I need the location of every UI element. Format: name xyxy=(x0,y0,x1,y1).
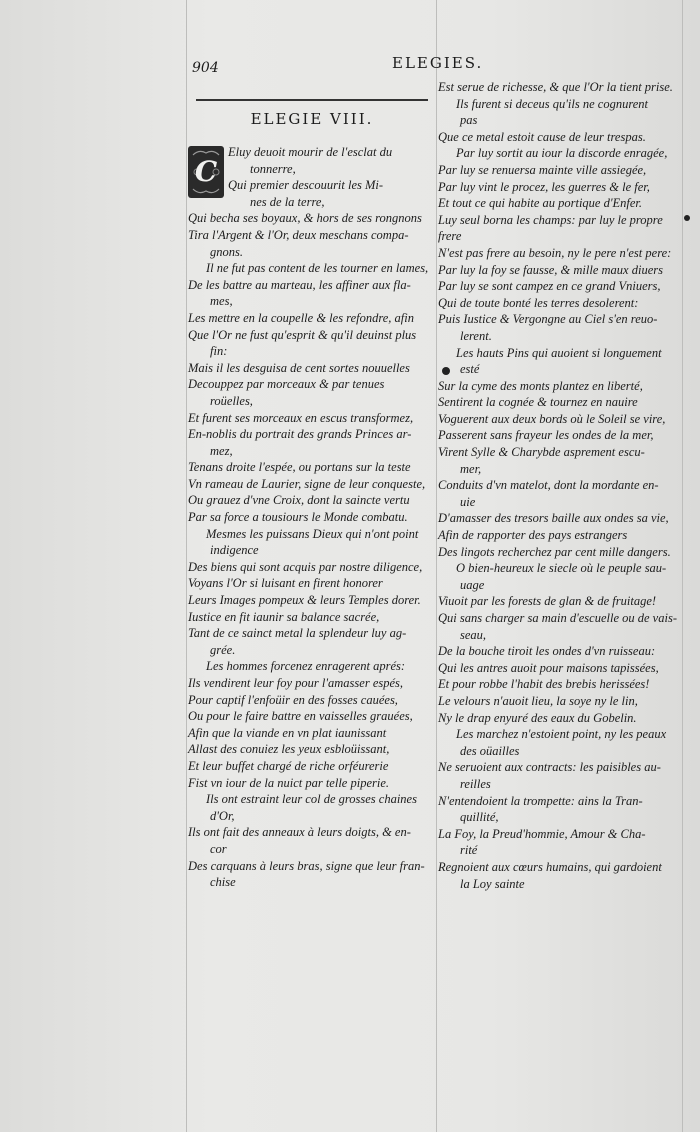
verse-line: Ne seruoient aux contracts: les paisibles au- xyxy=(438,760,661,775)
verse-line: indigence xyxy=(210,543,259,558)
verse-line: Et furent ses morceaux en escus transformez, xyxy=(188,410,414,425)
verse-line: Par luy sortit au iour la discorde enragée, xyxy=(456,146,668,161)
verse-line: N'entendoient la trompette: ains la Tran- xyxy=(438,793,643,808)
verse-line: pas xyxy=(460,113,478,128)
verse-line: Conduits d'vn matelot, dont la mordante en- xyxy=(438,478,659,493)
verse-line: Sentirent la cognée & tournez en nauire xyxy=(438,395,638,410)
verse-line: Mais il les desguisa de cent sortes nouuelles xyxy=(188,360,410,375)
verse-line: De la bouche tiroit les ondes d'vn ruisseau: xyxy=(438,644,656,659)
svg-text:C: C xyxy=(194,155,218,188)
verse-line: Des lingots recherchez par cent mille dangers. xyxy=(438,544,671,559)
dropcap-block xyxy=(188,144,434,210)
verse-line: Il ne fut pas content de les tourner en lames, xyxy=(206,261,429,276)
verse-line: tonnerre, xyxy=(250,161,296,176)
verse-line: Ils ont estraint leur col de grosses chaines xyxy=(206,792,417,807)
verse-line: Des biens qui sont acquis par nostre diligence, xyxy=(188,559,423,574)
verse-line: Decouppez par morceaux & par tenues xyxy=(188,377,385,392)
verse-line: Par luy se sont campez en ce grand Vniuers, xyxy=(438,279,661,294)
left-column xyxy=(188,144,434,891)
page-number: 904 xyxy=(192,60,219,76)
verse-line: Tenans droite l'espée, ou portans sur la teste xyxy=(188,460,411,475)
verse-line: uage xyxy=(460,577,485,592)
verse-line: Qui sans charger sa main d'escuelle ou de vais- xyxy=(438,611,677,625)
verse-line: frere xyxy=(438,229,462,244)
verse-line: la Loy sainte xyxy=(460,876,525,891)
verse-line: Que ce metal estoit cause de leur trespas. xyxy=(438,129,646,144)
verse-line: mes, xyxy=(210,294,233,309)
verse-line: Ou pour le faire battre en vaisselles grauées, xyxy=(188,709,413,724)
verse-line: Des carquans à leurs bras, signe que leur fran- xyxy=(188,858,425,873)
verse-line: fin: xyxy=(210,344,228,359)
verse-line: Et leur buffet chargé de riche orféurerie xyxy=(188,758,389,773)
verse-line: quillité, xyxy=(460,810,499,825)
column-divider xyxy=(436,0,437,1132)
verse-line: D'amasser des tresors baille aux ondes sa vie, xyxy=(438,511,669,526)
verse-line: esté xyxy=(460,362,480,377)
verse-line: Ny le drap enyuré des eaux du Gobelin. xyxy=(438,710,637,725)
verse-line: Allast des conuiez les yeux esbloüissant, xyxy=(188,742,390,757)
verse-line: Et pour robbe l'habit des brebis herissées! xyxy=(438,677,650,692)
verse-line: Qui de toute bonté les terres desolerent: xyxy=(438,295,639,310)
verse-line: Les marchez n'estoient point, ny les peaux xyxy=(456,727,667,742)
verse-line: Mesmes les puissans Dieux qui n'ont point xyxy=(206,526,419,541)
verse-line: Ils furent si deceus qu'ils ne cognurent xyxy=(456,96,648,111)
verse-line: Et tout ce qui habite au portique d'Enfer. xyxy=(438,196,643,211)
verse-line: Les hommes forcenez enragerent aprés: xyxy=(206,659,406,674)
verse-line: mez, xyxy=(210,443,233,458)
verse-line: En-noblis du portrait des grands Princes ar- xyxy=(188,427,412,442)
verse-line: O bien-heureux le siecle où le peuple sau- xyxy=(456,561,667,576)
verse-line: Puis Iustice & Vergongne au Ciel s'en reuo- xyxy=(438,312,658,327)
right-column xyxy=(438,79,678,892)
verse-line: gnons. xyxy=(210,244,243,259)
verse-line: Tira l'Argent & l'Or, deux meschans compa- xyxy=(188,227,409,242)
verse-line: Voguerent aux deux bords où le Soleil se vire, xyxy=(438,411,666,426)
verse-line: seau, xyxy=(460,627,487,642)
verse-line: chise xyxy=(210,875,236,890)
verse-line: Eluy deuoit mourir de l'esclat du xyxy=(228,145,393,159)
verse-line: Tant de ce sainct metal la splendeur luy ag- xyxy=(188,626,407,641)
verse-line: Fist vn iour de la nuict par telle piperie. xyxy=(188,775,390,790)
verse-line: d'Or, xyxy=(210,808,235,823)
verse-line: rité xyxy=(460,843,478,858)
verse-line: Leurs Images pompeux & leurs Temples dorer. xyxy=(188,593,421,608)
verse-line: Iustice en fit iaunir sa balance sacrée, xyxy=(188,609,380,624)
verse-line: Est serue de richesse, & que l'Or la tient prise. xyxy=(438,80,673,94)
verse-line: Les hauts Pins qui auoient si longuement xyxy=(456,345,662,360)
verse-line: Que l'Or ne fust qu'esprit & qu'il deuinst plus xyxy=(188,327,417,342)
verse-line: Qui les antres auoit pour maisons tapissées, xyxy=(438,660,659,675)
verse-line: Par luy se renuersa mainte ville assiegée, xyxy=(438,162,647,177)
verse-line: des oüailles xyxy=(460,743,520,758)
verse-line: Viuoit par les forests de glan & de fruitage! xyxy=(438,594,657,609)
verse-line: Regnoient aux cœurs humains, qui gardoient xyxy=(438,859,662,874)
verse-line: Qui premier descouurit les Mi- xyxy=(228,178,384,193)
verse-line: uie xyxy=(460,494,476,509)
verse-line: De les battre au marteau, les affiner aux fla- xyxy=(188,277,411,292)
verse-line: lerent. xyxy=(460,328,492,343)
verse-line: mer, xyxy=(460,461,482,476)
elegy-title: ELEGIE VIII. xyxy=(250,110,374,128)
verse-line: roüelles, xyxy=(210,393,253,408)
verse-line: Pour captif l'enfoüir en des fosses cauées, xyxy=(188,692,398,707)
ornamental-dropcap-icon xyxy=(188,146,224,198)
verse-line: Ou grauez d'vne Croix, dont la saincte vertu xyxy=(188,493,410,508)
title-rule xyxy=(196,99,428,101)
running-title: ELEGIES. xyxy=(392,54,484,72)
verse-line: Les mettre en la coupelle & les refondre, afin xyxy=(188,310,414,325)
verse-line: N'est pas frere au besoin, ny le pere n'est pere: xyxy=(438,245,672,260)
verse-line: Ils ont fait des anneaux à leurs doigts, & en- xyxy=(188,825,411,840)
verse-line: La Foy, la Preud'hommie, Amour & Cha- xyxy=(438,826,646,841)
verse-line: Vn rameau de Laurier, signe de leur conqueste, xyxy=(188,476,426,491)
verse-line: Le velours n'auoit lieu, la soye ny le lin, xyxy=(438,693,638,708)
verse-line: nes de la terre, xyxy=(250,194,325,209)
verse-line: reilles xyxy=(460,776,491,791)
verse-line: Passerent sans frayeur les ondes de la mer, xyxy=(438,428,654,443)
verse-line: cor xyxy=(210,841,227,856)
verse-line: Par luy la foy se fausse, & mille maux diuers xyxy=(438,262,663,277)
verse-line: Luy seul borna les champs: par luy le propre xyxy=(438,212,663,227)
verse-line: Qui becha ses boyaux, & hors de ses rongnons xyxy=(188,211,422,226)
verse-line: Virent Sylle & Charybde asprement escu- xyxy=(438,445,645,460)
verse-line: Afin de rapporter des pays estrangers xyxy=(438,528,628,543)
right-margin-rule xyxy=(682,0,683,1132)
verse-line: Ils vendirent leur foy pour l'amasser espés, xyxy=(188,676,404,690)
verse-line: Par luy vint le procez, les guerres & le fer, xyxy=(438,179,650,194)
ink-speck xyxy=(442,367,450,375)
ink-speck xyxy=(684,215,690,221)
verse-line: Voyans l'Or si luisant en firent honorer xyxy=(188,576,383,591)
verse-line: Sur la cyme des monts plantez en liberté, xyxy=(438,378,643,393)
verse-line: Afin que la viande en vn plat iaunissant xyxy=(188,725,387,740)
left-margin-rule xyxy=(186,0,187,1132)
verse-line: Par sa force a tousiours le Monde combatu. xyxy=(188,510,408,525)
verse-line: grée. xyxy=(210,642,236,657)
